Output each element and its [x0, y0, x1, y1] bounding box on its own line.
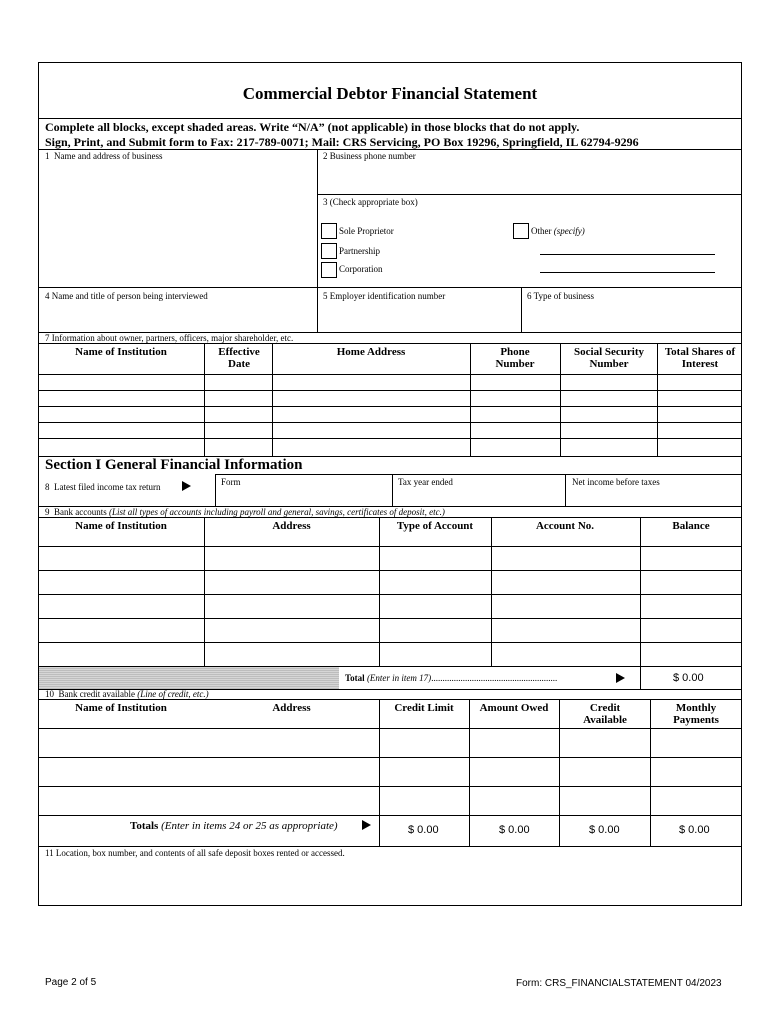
owner-col-address: Home Address	[336, 346, 406, 358]
block-7-label: 7 Information about owner, partners, officers, major shareholder, etc.	[45, 333, 294, 343]
table-row[interactable]	[38, 786, 742, 787]
credit-col-name: Name of Institution	[75, 702, 167, 714]
divider	[204, 343, 205, 456]
table-row[interactable]	[38, 757, 742, 758]
credit-available-total[interactable]: $ 0.00	[589, 824, 620, 836]
arrow-right-icon	[616, 673, 625, 683]
shaded-area	[39, 667, 339, 689]
bank-col-address: Address	[272, 520, 311, 532]
divider	[204, 517, 205, 666]
divider	[38, 149, 742, 150]
monthly-payments-total[interactable]: $ 0.00	[679, 824, 710, 836]
divider	[38, 287, 742, 288]
owner-col-ssn: Social Security Number	[574, 346, 644, 370]
divider	[559, 699, 560, 846]
divider	[392, 474, 393, 506]
credit-col-owed: Amount Owed	[479, 702, 549, 714]
table-row[interactable]	[38, 374, 742, 375]
divider	[38, 118, 742, 119]
block-6-label: 6 Type of business	[527, 291, 594, 301]
divider	[379, 517, 380, 666]
divider	[38, 517, 742, 518]
instructions-line-2: Sign, Print, and Submit form to Fax: 217-789-0071; Mail: CRS Servicing, PO Box 19296, Springfield, IL 62794-9296	[45, 135, 639, 149]
credit-col-limit: Credit Limit	[394, 702, 454, 714]
table-row[interactable]	[38, 546, 742, 547]
block-1-label: 1 Name and address of business	[45, 151, 163, 161]
credit-col-monthly: Monthly Payments	[673, 702, 719, 726]
divider	[215, 474, 216, 506]
partnership-label: Partnership	[339, 246, 380, 256]
credit-limit-total[interactable]: $ 0.00	[408, 824, 439, 836]
table-row[interactable]	[38, 406, 742, 407]
table-row[interactable]	[38, 390, 742, 391]
bank-col-type: Type of Account	[396, 520, 474, 532]
divider	[379, 699, 380, 846]
block-4-label: 4 Name and title of person being interviewed	[45, 291, 208, 301]
table-row[interactable]	[38, 728, 742, 729]
block-8-label: 8 Latest filed income tax return	[45, 482, 161, 492]
table-row[interactable]	[38, 618, 742, 619]
form-label: Form	[221, 477, 241, 487]
divider	[565, 474, 566, 506]
divider	[38, 699, 742, 700]
page-number: Page 2 of 5	[45, 977, 97, 988]
bank-total-label: Total (Enter in item 17)........................................................	[345, 673, 558, 683]
divider	[640, 517, 641, 689]
credit-col-available: Credit Available	[583, 702, 627, 726]
table-row[interactable]	[38, 570, 742, 571]
other-specify-line-1[interactable]	[540, 254, 715, 255]
arrow-right-icon	[362, 820, 371, 830]
divider	[215, 474, 742, 475]
divider	[38, 846, 742, 847]
form-id: Form: CRS_FINANCIALSTATEMENT 04/2023	[516, 978, 722, 989]
sole-proprietor-checkbox[interactable]	[321, 223, 337, 239]
table-row[interactable]	[38, 594, 742, 595]
section-1-title: Section I General Financial Information	[45, 457, 303, 473]
divider	[470, 343, 471, 456]
block-9-label: 9 Bank accounts (List all types of accounts including payroll and general, savings, certificates of deposit, etc.)	[45, 507, 445, 517]
sole-proprietor-label: Sole Proprietor	[339, 226, 394, 236]
divider	[491, 517, 492, 666]
credit-totals-label: Totals (Enter in items 24 or 25 as appropriate)	[130, 820, 338, 832]
other-checkbox[interactable]	[513, 223, 529, 239]
credit-col-address: Address	[272, 702, 311, 714]
bank-col-account: Account No.	[535, 520, 595, 532]
owner-col-shares: Total Shares of Interest	[664, 346, 736, 370]
divider	[317, 149, 318, 332]
owner-col-name: Name of Institution	[75, 346, 167, 358]
bank-total-value[interactable]: $ 0.00	[673, 672, 704, 684]
corporation-label: Corporation	[339, 264, 383, 274]
table-row[interactable]	[38, 438, 742, 439]
tax-year-label: Tax year ended	[398, 477, 453, 487]
divider	[657, 343, 658, 456]
other-specify-line-2[interactable]	[540, 272, 715, 273]
bank-col-name: Name of Institution	[75, 520, 167, 532]
instructions-line-1: Complete all blocks, except shaded areas. Write “N/A” (not applicable) in those blocks that do not apply.	[45, 120, 580, 134]
page-title: Commercial Debtor Financial Statement	[242, 84, 538, 103]
bank-col-balance: Balance	[672, 520, 710, 532]
net-income-label: Net income before taxes	[572, 477, 660, 487]
divider	[521, 287, 522, 332]
divider	[560, 343, 561, 456]
corporation-checkbox[interactable]	[321, 262, 337, 278]
divider	[469, 699, 470, 846]
block-10-label: 10 Bank credit available (Line of credit, etc.)	[45, 689, 209, 699]
block-5-label: 5 Employer identification number	[323, 291, 446, 301]
divider	[272, 343, 273, 456]
divider	[317, 194, 742, 195]
divider	[38, 343, 742, 344]
table-row[interactable]	[38, 642, 742, 643]
owner-col-phone: Phone Number	[495, 346, 535, 370]
table-row[interactable]	[38, 422, 742, 423]
divider	[650, 699, 651, 846]
amount-owed-total[interactable]: $ 0.00	[499, 824, 530, 836]
block-11-label: 11 Location, box number, and contents of all safe deposit boxes rented or accessed.	[45, 848, 345, 858]
block-3-label: 3 (Check appropriate box)	[323, 197, 418, 207]
block-2-label: 2 Business phone number	[323, 151, 416, 161]
other-label: Other (specify)	[531, 226, 585, 236]
arrow-right-icon	[182, 481, 191, 491]
owner-col-date: Effective Date	[218, 346, 260, 370]
partnership-checkbox[interactable]	[321, 243, 337, 259]
table-row[interactable]	[38, 815, 742, 816]
